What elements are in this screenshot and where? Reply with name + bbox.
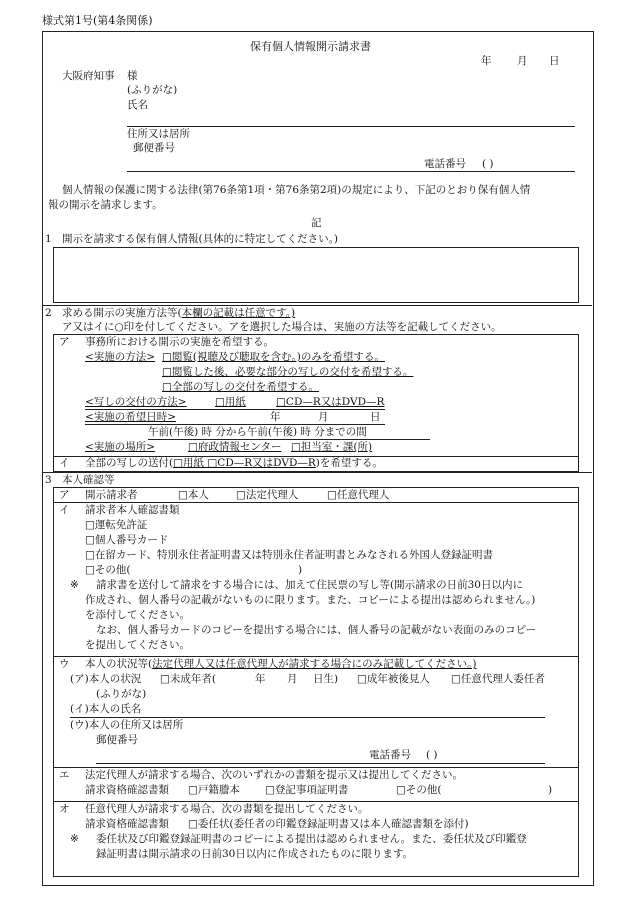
option-a-text: 事務所における開示の実施を希望する。 xyxy=(85,336,274,348)
applicant-address-label: 住所又は居所 xyxy=(127,128,190,140)
principal-heading-condition: 法定代理人又は任意代理人が請求する場合にのみ記載してください。) xyxy=(152,658,477,670)
voluntary-note-line1: 委任状及び印鑑登録証明書のコピーによる提出は認められません。また、委任状及び印鑑登 xyxy=(96,833,527,845)
preferred-time-underline xyxy=(148,439,430,440)
preferred-date-day: 日 xyxy=(370,411,381,423)
legal-agent-option-registry-cert[interactable]: □登記事項証明書 xyxy=(265,784,349,796)
copy-option-paper[interactable]: □用紙 xyxy=(215,396,246,408)
legal-agent-divider xyxy=(53,801,579,802)
requester-divider xyxy=(53,502,579,503)
copy-method-label: <写しの交付の方法> xyxy=(85,396,187,408)
principal-option-minor[interactable]: □未成年者( xyxy=(160,673,217,685)
id-option-other-close: ) xyxy=(298,564,303,576)
preferred-date-month: 月 xyxy=(318,411,329,423)
id-note-line5: を提出してください。 xyxy=(85,639,190,651)
applicant-phone-label: 電話番号 xyxy=(424,158,466,170)
copy-method-underline xyxy=(85,409,385,410)
requester-option-legal-agent[interactable]: □法定代理人 xyxy=(236,489,299,501)
section3-number: 3 xyxy=(45,474,52,486)
id-option-my-number-card[interactable]: □個人番号カード xyxy=(85,534,169,546)
principal-heading xyxy=(85,658,476,671)
section2-heading xyxy=(62,307,295,320)
principal-status-label: (ア)本人の状況 xyxy=(70,673,142,685)
option-i-media-options[interactable]: □用紙 □CD—R又はDVD—R xyxy=(173,457,316,469)
requester-option-self[interactable]: □本人 xyxy=(178,489,209,501)
section1-heading: 開示を請求する保有個人情報(具体的に特定してください。) xyxy=(62,233,338,245)
addressee-name: 大阪府知事 xyxy=(62,70,115,82)
preferred-date-label: <実施の希望日時> xyxy=(85,411,177,423)
id-note-line1: 請求書を送付して請求をする場合には、加えて住民票の写し等(開示請求の日前30日以内に xyxy=(96,579,523,591)
section3-divider xyxy=(42,472,592,473)
requester-mark: ア xyxy=(59,489,70,501)
principal-address-line xyxy=(96,763,545,764)
principal-birth-year: 年 xyxy=(255,673,266,685)
legal-agent-docs-label: 請求資格確認書類 xyxy=(85,784,169,796)
addressee-honorific: 様 xyxy=(127,70,138,82)
place-option-department[interactable]: □担当室・課(所) xyxy=(291,441,373,453)
section2-note: ア又はイに○印を付してください。アを選択した場合は、実施の方法等を記載してください。 xyxy=(62,321,502,333)
method-option-view-only[interactable]: □閲覧(視聴及び聴取を含む。)のみを希望する。 xyxy=(162,351,385,363)
section2-number: 2 xyxy=(45,307,52,319)
preferred-date-underline xyxy=(85,424,385,425)
section2-heading-optional: 本欄の記載は任意です。) xyxy=(181,307,296,319)
method-label: <実施の方法> xyxy=(85,351,156,363)
copy-option-cd-dvd[interactable]: □CD—R又はDVD—R xyxy=(276,396,385,408)
id-docs-mark: イ xyxy=(59,504,70,516)
applicant-name-label: 氏名 xyxy=(127,99,148,111)
option-a-mark[interactable]: ア xyxy=(59,336,70,348)
principal-address-label: (ウ)本人の住所又は居所 xyxy=(70,719,184,731)
requested-info-field[interactable] xyxy=(53,247,579,303)
voluntary-agent-option-proxy[interactable]: □委任状(委任者の印鑑登録証明書又は本人確認書類を添付) xyxy=(188,818,469,830)
method-option-full-copy[interactable]: □全部の写しの交付を希望する。 xyxy=(162,381,319,393)
form-label: 様式第1号(第4条関係) xyxy=(42,14,153,27)
id-note-mark: ※ xyxy=(70,579,79,591)
preferred-time-range: 午前(午後) 時 分から午前(午後) 時 分までの間 xyxy=(148,426,367,438)
preferred-date-year: 年 xyxy=(270,411,281,423)
principal-name-line xyxy=(70,717,545,718)
requester-option-voluntary-agent[interactable]: □任意代理人 xyxy=(327,489,390,501)
applicant-name-line xyxy=(127,126,575,127)
id-docs-divider xyxy=(53,656,579,657)
legal-agent-option-other[interactable]: □その他( xyxy=(396,784,442,796)
date-day-label: 日 xyxy=(549,55,560,67)
method-option-view-then-copy[interactable]: □閲覧した後、必要な部分の写しの交付を希望する。 xyxy=(162,366,414,378)
section2-divider xyxy=(42,305,592,306)
applicant-postal-label: 郵便番号 xyxy=(133,142,175,154)
voluntary-agent-mark: オ xyxy=(59,803,70,815)
principal-phone-label: 電話番号 xyxy=(369,749,411,761)
legal-agent-text: 法定代理人が請求する場合、次のいずれかの書類を提示又は提出してください。 xyxy=(85,769,463,781)
principal-mark: ウ xyxy=(59,658,70,670)
place-label: <実施の場所> xyxy=(85,441,156,453)
voluntary-agent-text: 任意代理人が請求する場合、次の書類を提出してください。 xyxy=(85,803,369,815)
place-option-info-center[interactable]: □府政情報センター xyxy=(188,441,282,453)
intro-ki: 記 xyxy=(311,217,322,229)
principal-divider xyxy=(53,767,579,768)
section1-number: 1 xyxy=(45,233,52,245)
voluntary-agent-docs-label: 請求資格確認書類 xyxy=(85,818,169,830)
voluntary-note-line2: 録証明書は開示請求の日前30日以内に作成されたものに限ります。 xyxy=(96,848,414,860)
principal-birth-month: 月 xyxy=(287,673,298,685)
principal-birth-day: 日生) xyxy=(313,673,339,685)
section2-heading-plain: 求める開示の実施方法等( xyxy=(62,307,182,319)
option-i-text-plain: 全部の写しの送付( xyxy=(85,457,174,469)
id-note-line3: を添付してください。 xyxy=(85,609,190,621)
legal-agent-option-other-close: ) xyxy=(548,784,553,796)
id-option-drivers-license[interactable]: □運転免許証 xyxy=(85,519,148,531)
principal-option-adult-ward[interactable]: □成年被後見人 xyxy=(357,673,430,685)
id-note-line2: 作成され、個人番号の記載がないものに限ります。また、コピーによる提出は認められません。) xyxy=(85,594,536,606)
principal-postal-label: 郵便番号 xyxy=(96,734,138,746)
id-option-residence-card[interactable]: □在留カード、特別永住者証明書又は特別永住者証明書とみなされる外国人登録証明書 xyxy=(85,549,493,561)
option-i-text-end: )を希望する。 xyxy=(315,457,383,469)
id-note-line4: なお、個人番号カードのコピーを提出する場合には、個人番号の記載がない表面のみのコピー xyxy=(96,624,537,636)
date-year-label: 年 xyxy=(481,55,492,67)
section3-heading: 本人確認等 xyxy=(62,474,115,486)
date-month-label: 月 xyxy=(517,55,528,67)
applicant-address-line xyxy=(127,171,575,172)
legal-agent-mark: エ xyxy=(59,769,70,781)
option-i-mark[interactable]: イ xyxy=(59,457,70,469)
principal-name-label: (イ)本人の氏名 xyxy=(70,703,142,715)
id-docs-heading: 請求者本人確認書類 xyxy=(85,504,180,516)
principal-phone-paren: ( ) xyxy=(426,749,438,761)
applicant-furigana-label: (ふりがな) xyxy=(127,84,178,96)
principal-option-delegator[interactable]: □任意代理人委任者 xyxy=(451,673,545,685)
applicant-phone-paren: ( ) xyxy=(482,158,494,170)
id-option-other[interactable]: □その他( xyxy=(85,564,131,576)
form-title: 保有個人情報開示請求書 xyxy=(250,40,371,53)
intro-line1: 個人情報の保護に関する法律(第76条第1項・第76条第2項)の規定により、下記のとおり保有個人情 xyxy=(62,184,531,196)
voluntary-note-mark: ※ xyxy=(70,833,79,845)
requester-label: 開示請求者 xyxy=(85,489,138,501)
option-i-text xyxy=(85,457,383,470)
intro-line2: 報の開示を請求します。 xyxy=(48,199,163,211)
principal-furigana-label: (ふりがな) xyxy=(96,688,147,700)
legal-agent-option-family-register[interactable]: □戸籍謄本 xyxy=(188,784,240,796)
principal-heading-plain: 本人の状況等( xyxy=(85,658,153,670)
